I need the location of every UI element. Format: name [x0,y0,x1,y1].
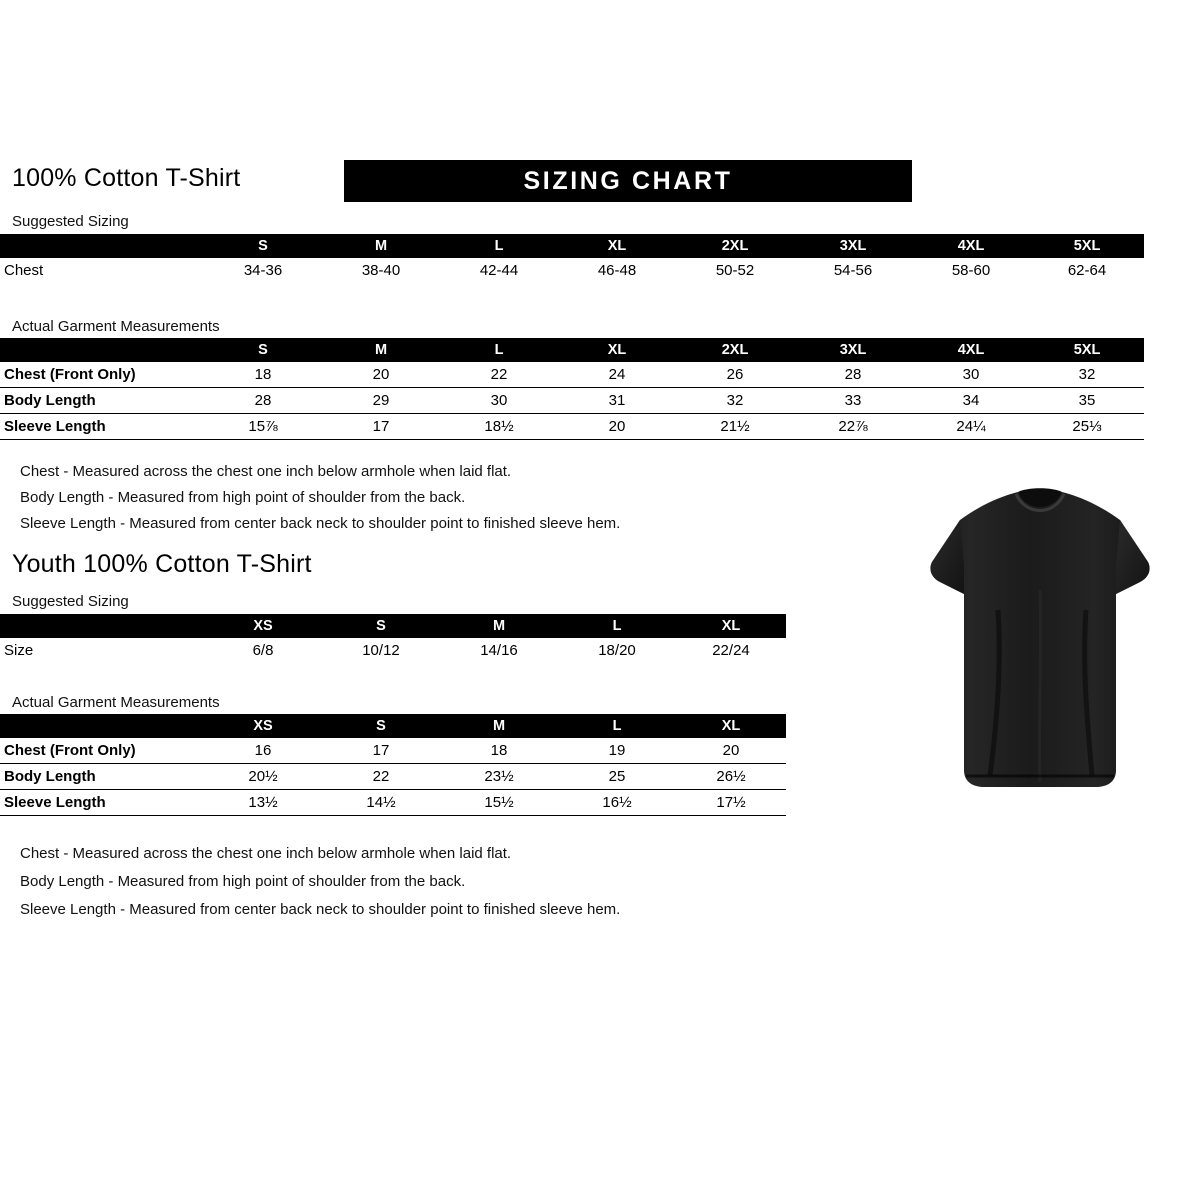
cell: 18½ [484,418,514,435]
cell: 46-48 [597,262,637,279]
col-header: S [258,342,268,358]
cell: 34-36 [243,262,283,279]
cell: 14/16 [480,642,518,659]
tshirt-product-image [890,470,1190,810]
cell: 16½ [602,794,632,811]
cell: 25⅓ [1072,418,1102,435]
cell: 50-52 [715,262,755,279]
cell: 16 [254,742,272,759]
cell: 17 [372,742,390,759]
cell: 19 [608,742,626,759]
cell: 31 [608,392,626,409]
cell: 13½ [248,794,278,811]
cell: 10/12 [362,642,400,659]
adult-suggested-sizing-table [0,234,1144,283]
col-header: XL [721,618,741,634]
adult-suggested-sizing-label: Suggested Sizing [12,213,129,230]
youth-note-body-length: Body Length - Measured from high point of shoulder from the back. [20,873,466,890]
col-header: 5XL [1073,342,1101,358]
table-row [0,388,1144,414]
cell: 35 [1078,392,1096,409]
sizing-chart-banner [344,160,912,202]
col-header: M [492,618,506,634]
adult-note-body-length: Body Length - Measured from high point of shoulder from the back. [20,489,466,506]
col-header: XS [253,618,273,634]
col-header: XL [607,342,627,358]
cell: 26 [726,366,744,383]
col-header: 4XL [957,342,985,358]
cell: 17 [372,418,390,435]
cell: 54-56 [833,262,873,279]
cell: 20 [372,366,390,383]
cell: 58-60 [951,262,991,279]
table-header-row [0,338,1144,362]
youth-section-title: Youth 100% Cotton T-Shirt [12,550,312,578]
col-header: XL [607,238,627,254]
cell: 24¼ [956,418,986,435]
page-title: 100% Cotton T-Shirt [12,164,241,192]
col-header [0,234,204,258]
col-header: L [612,618,622,634]
youth-suggested-sizing-table [0,614,786,663]
cell: 20 [722,742,740,759]
cell: 22⅞ [838,418,868,435]
col-header: 2XL [721,238,749,254]
col-header: 4XL [957,238,985,254]
col-header: XL [721,718,741,734]
col-header: S [376,718,386,734]
cell: 28 [844,366,862,383]
cell: 32 [1078,366,1096,383]
row-label: Chest [4,262,44,279]
table-row [0,764,786,790]
youth-actual-measurements-label: Actual Garment Measurements [12,694,220,711]
youth-note-chest: Chest - Measured across the chest one inch below armhole when laid flat. [20,845,512,862]
table-header-row [0,234,1144,258]
row-label: Sleeve Length [4,418,106,435]
cell: 23½ [484,768,514,785]
cell: 42-44 [479,262,519,279]
adult-note-sleeve-length: Sleeve Length - Measured from center back neck to shoulder point to finished sleeve hem. [20,515,621,532]
cell: 15½ [484,794,514,811]
col-header [0,714,204,738]
col-header: S [376,618,386,634]
cell: 14½ [366,794,396,811]
cell: 62-64 [1067,262,1107,279]
table-row [0,362,1144,388]
row-label: Size [4,642,34,659]
adult-actual-measurements-label: Actual Garment Measurements [12,318,220,335]
sizing-chart-banner-label: SIZING CHART [523,167,733,195]
adult-note-chest: Chest - Measured across the chest one inch below armhole when laid flat. [20,463,512,480]
row-label: Chest (Front Only) [4,742,136,759]
youth-suggested-sizing-label: Suggested Sizing [12,593,129,610]
cell: 18 [490,742,508,759]
col-header: M [374,342,388,358]
table-row [0,638,786,663]
table-row [0,738,786,764]
cell: 20 [608,418,626,435]
col-header: M [374,238,388,254]
col-header: 2XL [721,342,749,358]
youth-note-sleeve-length: Sleeve Length - Measured from center back neck to shoulder point to finished sleeve hem. [20,901,621,918]
table-header-row [0,614,786,638]
cell: 22 [372,768,390,785]
col-header [0,614,204,638]
cell: 6/8 [252,642,274,659]
cell: 33 [844,392,862,409]
cell: 32 [726,392,744,409]
row-label: Chest (Front Only) [4,366,136,383]
cell: 30 [962,366,980,383]
col-header: S [258,238,268,254]
col-header: 3XL [839,342,867,358]
col-header [0,338,204,362]
header [12,160,1188,202]
cell: 29 [372,392,390,409]
cell: 26½ [716,768,746,785]
cell: 34 [962,392,980,409]
cell: 15⅞ [248,418,278,435]
row-label: Sleeve Length [4,794,106,811]
cell: 22/24 [712,642,750,659]
col-header: L [494,342,504,358]
row-label: Body Length [4,392,96,409]
table-header-row [0,714,786,738]
cell: 30 [490,392,508,409]
youth-actual-measurements-table [0,714,786,816]
cell: 17½ [716,794,746,811]
col-header: 5XL [1073,238,1101,254]
table-row [0,414,1144,440]
col-header: XS [253,718,273,734]
adult-actual-measurements-table [0,338,1144,440]
col-header: L [494,238,504,254]
cell: 22 [490,366,508,383]
col-header: M [492,718,506,734]
row-label: Body Length [4,768,96,785]
cell: 38-40 [361,262,401,279]
col-header: L [612,718,622,734]
cell: 28 [254,392,272,409]
cell: 24 [608,366,626,383]
cell: 18 [254,366,272,383]
cell: 21½ [720,418,750,435]
col-header: 3XL [839,238,867,254]
table-row [0,258,1144,283]
table-row [0,790,786,816]
cell: 18/20 [598,642,636,659]
cell: 20½ [248,768,278,785]
cell: 25 [608,768,626,785]
